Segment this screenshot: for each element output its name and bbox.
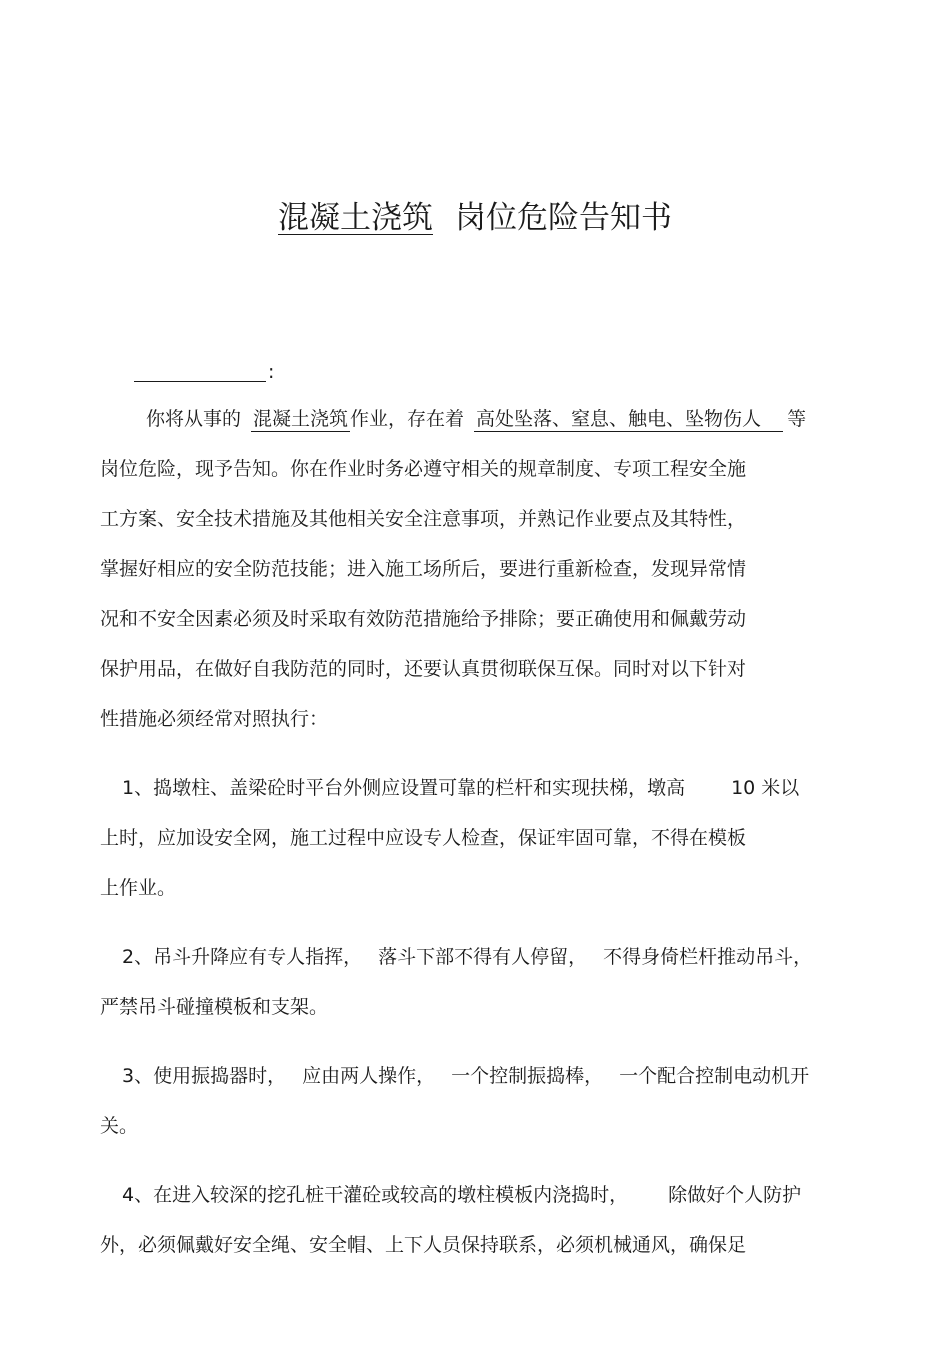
intro-line: 保护用品，在做好自我防范的同时，还要认真贯彻联保互保。同时对以下针对 <box>100 658 747 680</box>
intro-line: 工方案、安全技术措施及其他相关安全注意事项，并熟记作业要点及其特性， <box>100 508 747 530</box>
item-2-line: 严禁吊斗碰撞模板和支架。 <box>100 996 329 1018</box>
job-fill: 混凝土浇筑 <box>253 408 349 430</box>
intro-first-line: 你将从事的 混凝土浇筑 作业，存在着 高处坠落、窒息、触电、坠物伤人 等 <box>146 408 807 430</box>
intro-line: 岗位危险，现予告知。你在作业时务必遵守相关的规章制度、专项工程安全施 <box>100 458 747 480</box>
title-rest: 岗位危险告知书 <box>455 200 672 236</box>
hazards-fill: 高处坠落、窒息、触电、坠物伤人 <box>474 407 783 432</box>
item-4-first-line: 4、在进入较深的挖孔桩干灌砼或较高的墩柱模板内浇捣时， 除做好个人防护 <box>122 1184 802 1206</box>
recipient-blank-line <box>134 381 266 382</box>
salutation-colon: : <box>268 361 275 383</box>
item-3-first-line: 3、使用振捣器时， 应由两人操作， 一个控制振捣棒， 一个配合控制电动机开 <box>122 1065 810 1087</box>
title-job-name: 混凝土浇筑 <box>278 200 433 236</box>
item-3-line: 关。 <box>100 1115 139 1137</box>
intro-line: 掌握好相应的安全防范技能；进入施工场所后，要进行重新检查，发现异常情 <box>100 558 747 580</box>
intro-line: 性措施必须经常对照执行： <box>100 708 329 730</box>
page-title <box>0 196 950 240</box>
item-4-line: 外，必须佩戴好安全绳、安全帽、上下人员保持联系，必须机械通风，确保足 <box>100 1234 747 1256</box>
item-1-line: 上时，应加设安全网，施工过程中应设专人检查，保证牢固可靠，不得在模板 <box>100 827 747 849</box>
item-1-line: 上作业。 <box>100 877 177 899</box>
item-1-first-line: 1、捣墩柱、盖梁砼时平台外侧应设置可靠的栏杆和实现扶梯，墩高 10 米以 <box>122 777 800 799</box>
item-2-first-line: 2、吊斗升降应有专人指挥， 落斗下部不得有人停留， 不得身倚栏杆推动吊斗， <box>122 946 813 968</box>
intro-line: 况和不安全因素必须及时采取有效防范措施给予排除；要正确使用和佩戴劳动 <box>100 608 747 630</box>
